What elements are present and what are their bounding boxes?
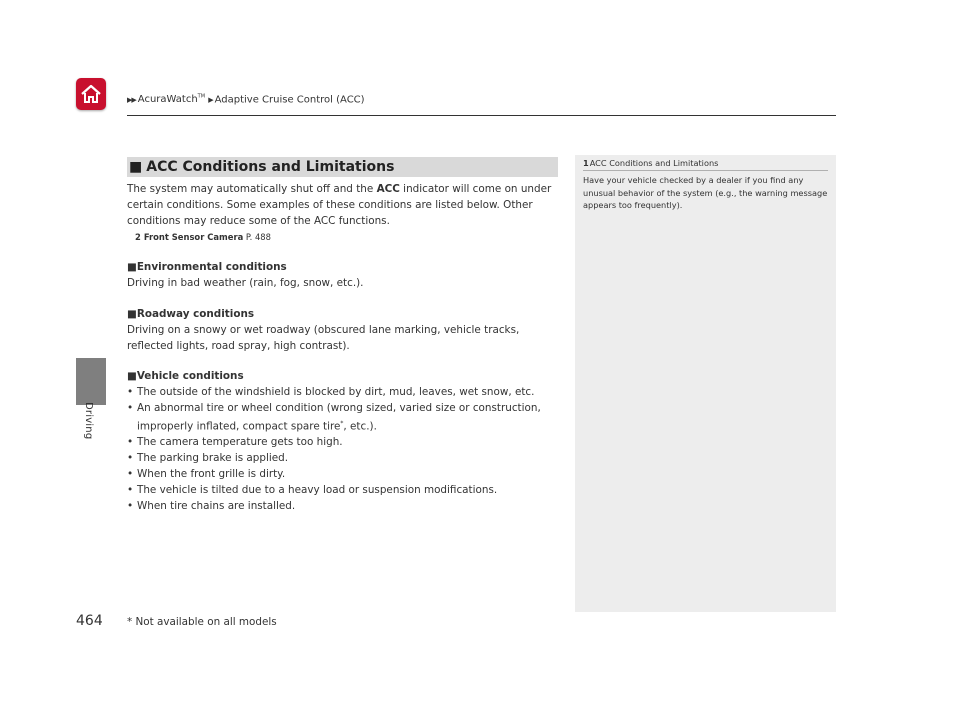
square-bullet-icon: ■ [129,159,143,175]
roadway-section [127,306,567,354]
roadway-heading: ■Roadway conditions [127,308,255,320]
section-heading [127,157,558,177]
bullet-dot-icon: • [127,386,134,398]
home-icon [80,83,102,105]
footnote: * Not available on all models [127,616,277,628]
list-item: • When the front grille is dirty. [127,468,286,481]
square-bullet-icon: ■ [127,261,137,273]
acc-indicator-label: ACC [376,183,400,195]
list-item: • The outside of the windshield is blocked by dirt, mud, leaves, wet snow, etc. [127,386,535,398]
note-divider [583,170,828,171]
list-item: • An abnormal tire or wheel condition (wrong sized, varied size or construction, improperly inflated, compact spare tire*, etc.). [127,402,541,433]
breadcrumb-arrow-icon: ▶ [208,96,213,105]
note-title: 1ACC Conditions and Limitations [583,158,719,168]
bullet-dot-icon: • [127,452,134,465]
bullet-dot-icon: • [127,484,134,497]
crossref-title: Front Sensor Camera [143,232,244,242]
breadcrumb-link-acurawatch[interactable]: AcuraWatch™ [137,94,206,106]
breadcrumb-current: Adaptive Cruise Control (ACC) [214,94,365,106]
note-number: 1 [583,158,589,168]
note-panel [575,155,836,612]
footnote-marker: * [340,420,344,427]
bullet-dot-icon: • [127,468,134,481]
list-item: • The vehicle is tilted due to a heavy load or suspension modifications. [127,484,498,497]
crossref-link[interactable] [135,229,567,245]
chapter-tab[interactable] [76,358,106,405]
bullet-dot-icon: • [127,402,134,414]
chapter-tab-label: Driving [83,402,94,440]
crossref-page: P. 488 [243,232,271,242]
bullet-dot-icon: • [127,436,134,449]
breadcrumb-arrow-icon: ▶▶ [127,96,136,105]
list-item: • The parking brake is applied. [127,452,289,465]
section-title: ACC Conditions and Limitations [146,159,395,175]
breadcrumb [127,94,365,105]
roadway-text: Driving on a snowy or wet roadway (obscured lane marking, vehicle tracks, reflected lights, road spray, high contrast). [127,324,520,352]
vehicle-heading: ■Vehicle conditions [127,370,244,382]
header-divider [127,115,836,116]
square-bullet-icon: ■ [127,308,137,320]
environmental-text: Driving in bad weather (rain, fog, snow, etc.). [127,277,364,289]
environmental-heading: ■Environmental conditions [127,261,287,273]
list-item: • The camera temperature gets too high. [127,436,343,449]
page-number: 464 [76,613,103,629]
note-text: Have your vehicle checked by a dealer if you find any unusual behavior of the system (e.g., the warning message appears too frequently). [583,175,828,211]
intro-paragraph: The system may automatically shut off and the ACC indicator will come on under certain conditions. Some examples of these conditions are listed below. Other conditions may reduce some of the ACC functions. 2 Front Sensor Camera P. 488 [127,181,567,245]
square-bullet-icon: ■ [127,370,137,382]
home-button[interactable] [76,78,106,110]
list-item: • When tire chains are installed. [127,500,296,513]
bullet-dot-icon: • [127,500,134,513]
environmental-section [127,259,567,291]
vehicle-section [127,368,567,514]
crossref-icon: 2 [135,232,141,242]
